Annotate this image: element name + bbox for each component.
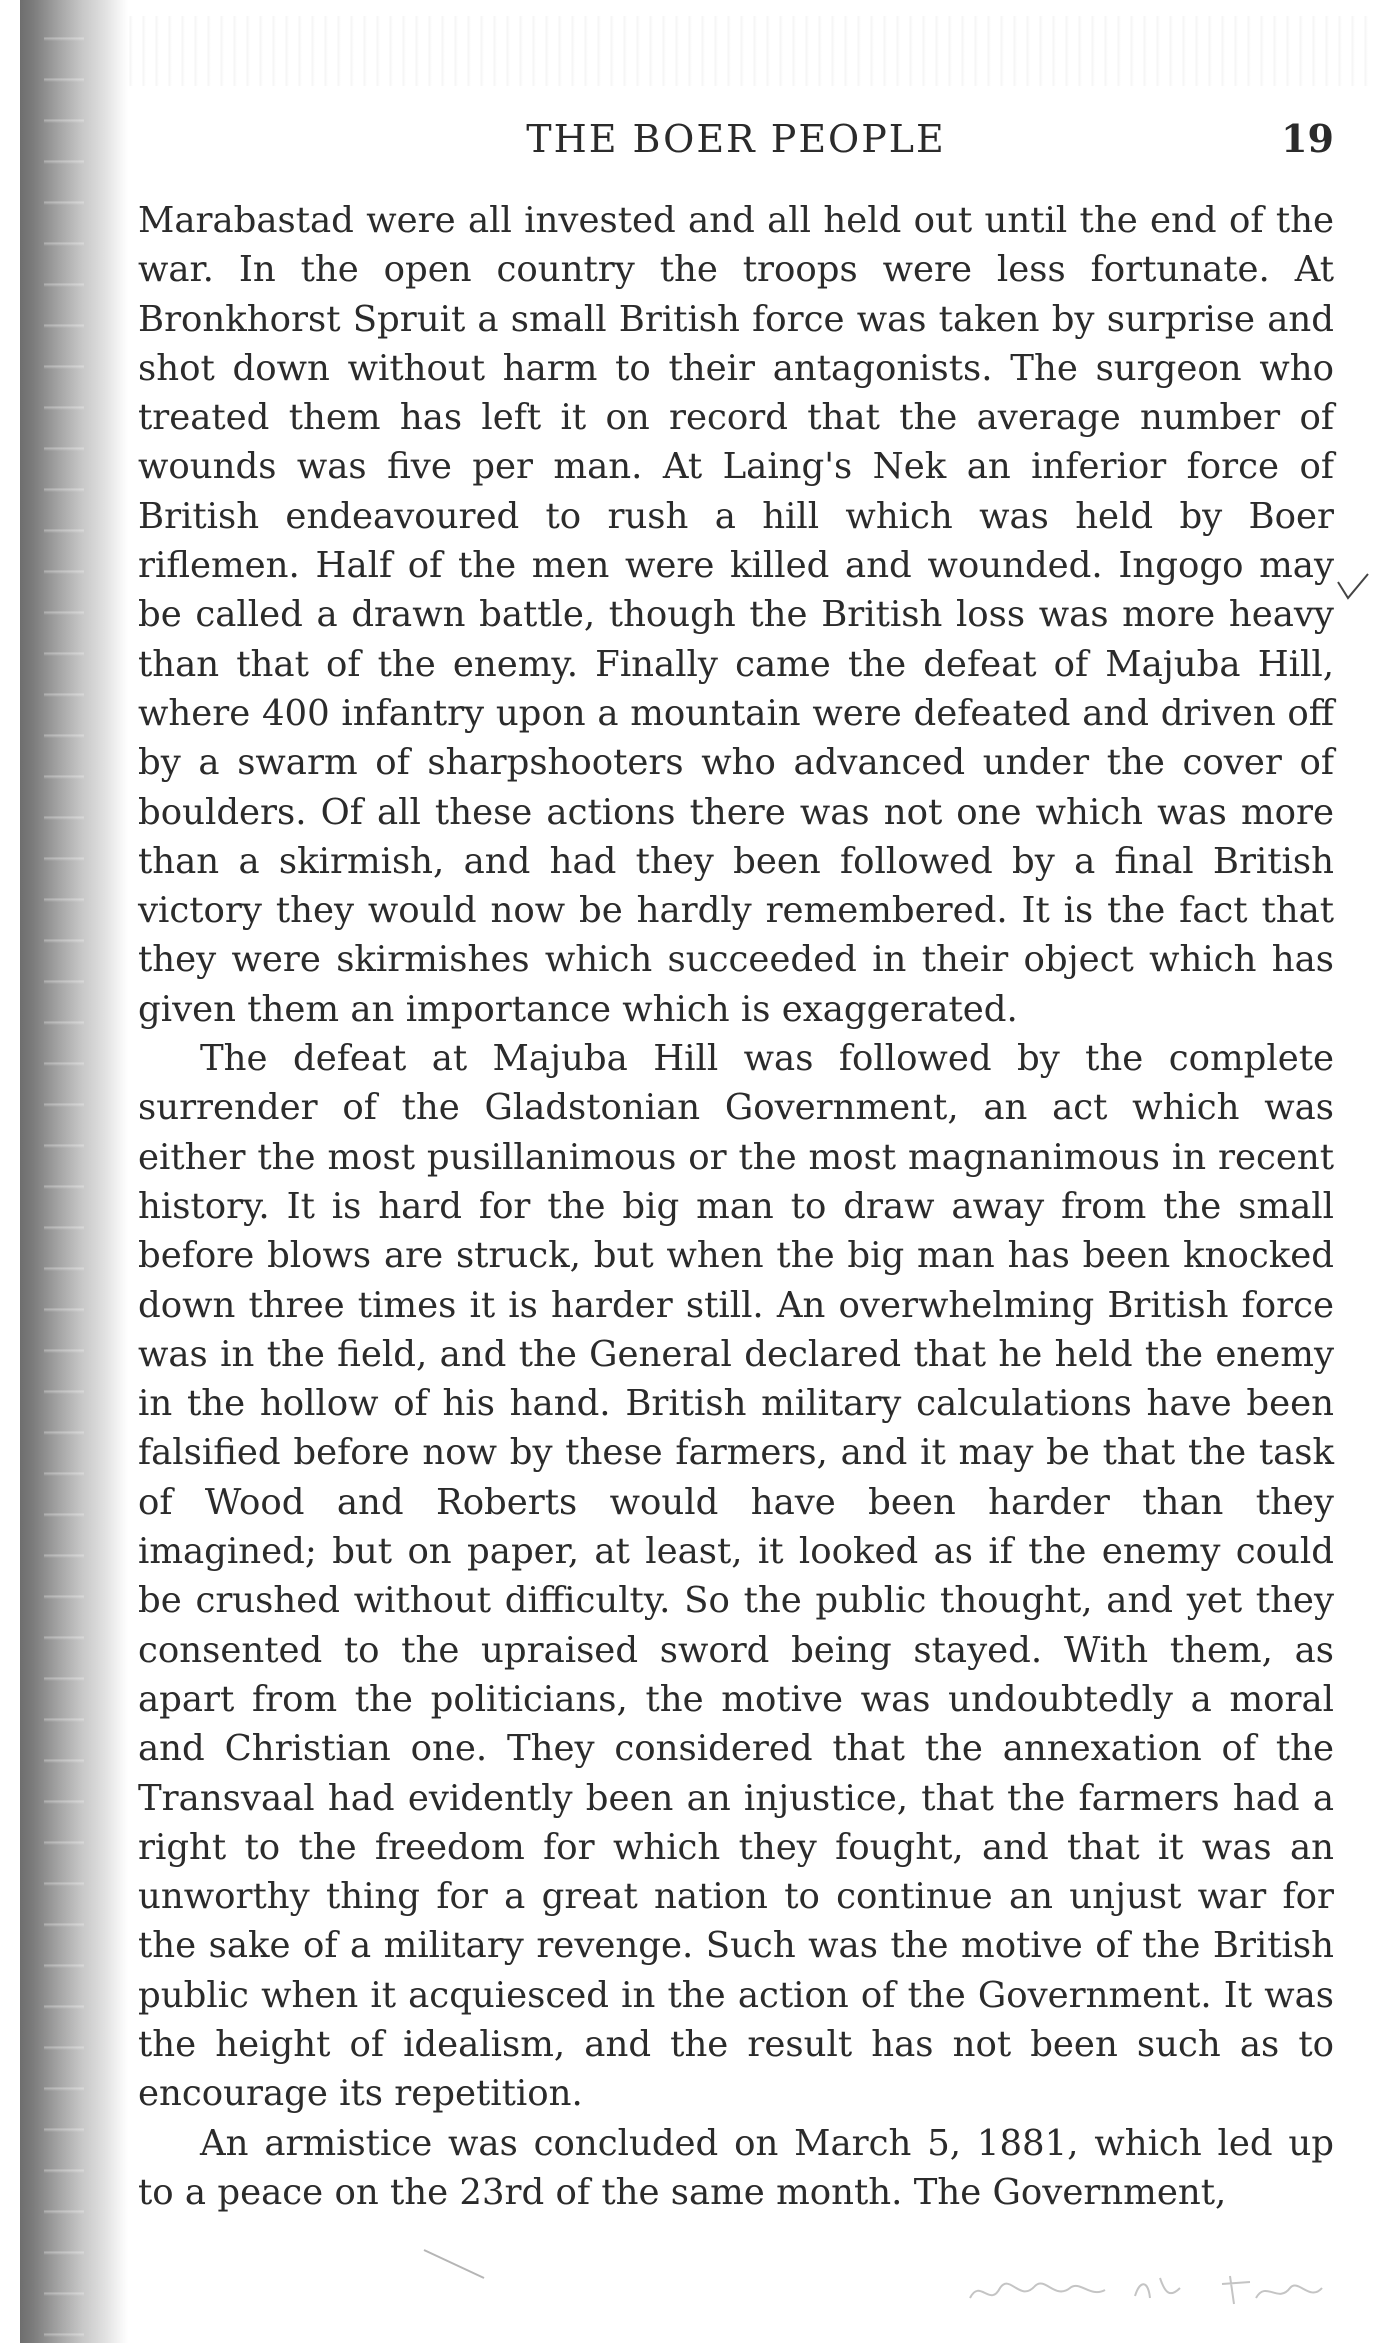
paragraph-3: An armistice was concluded on March 5, 1881, which led up to a peace on the 23rd of the same month. The Government, [138,2122,1334,2213]
pencil-stroke [420,2244,490,2284]
margin-check-mark [1334,568,1374,618]
binding-speckle [44,0,84,2343]
running-title: THE BOER PEOPLE [526,117,946,161]
page-number: 19 [1281,116,1334,161]
paragraph-1: Marabastad were all invested and all held out until the end of the war. In the open country the troops were less fortunate. At Bronkhorst Spruit a small British force was taken by surprise and shot down without harm to their antagonists. The surgeon who treated them has left it on record that the average number of wounds was five per man. At Laing's Nek an inferior force of British endeavoured to rush a hill which was held by Boer riflemen. Half of the men were killed and wounded. Ingogo may be called a drawn battle, though the British loss was more heavy than that of the enemy. Finally came the defeat of Majuba Hill, where 400 infantry upon a mountain were defeated and driven off by a swarm of sharpshooters who advanced under the cover of boulders. Of all these actions there was not one which was more than a skirmish, and had they been followed by a final British victory they would now be hardly remembered. It is the fact that they were skirmishes which succeeded in their object which has given them an importance which is exaggerated. [138,200,1334,1030]
body-text [138,196,1334,2217]
paragraph-2: The defeat at Majuba Hill was followed by the complete surrender of the Gladstonian Government, an act which was either the most pusillanimous or the most magnanimous in recent history. It is hard for the big man to draw away from the small before blows are struck, but when the big man has been knocked down three times it is harder still. An overwhelming British force was in the field, and the General declared that he held the enemy in the hollow of his hand. British military calculations have been falsified before now by these farmers, and it may be that the task of Wood and Roberts would have been harder than they imagined; but on paper, at least, it looked as if the enemy could be crushed without difficulty. So the public thought, and yet they consented to the upraised sword being stayed. With them, as apart from the politicians, the motive was undoubtedly a moral and Christian one. They considered that the annexation of the Transvaal had evidently been an injustice, that the farmers had a right to the freedom for which they fought, and that it was an unworthy thing for a great nation to continue an unjust war for the sake of a military revenge. Such was the motive of the British public when it acquiesced in the action of the Government. It was the height of idealism, and the result has not been such as to encourage its repetition. [138,1038,1334,2115]
handwritten-scrawl [960,2258,1340,2318]
scan-noise [120,16,1370,86]
running-head [138,110,1334,168]
